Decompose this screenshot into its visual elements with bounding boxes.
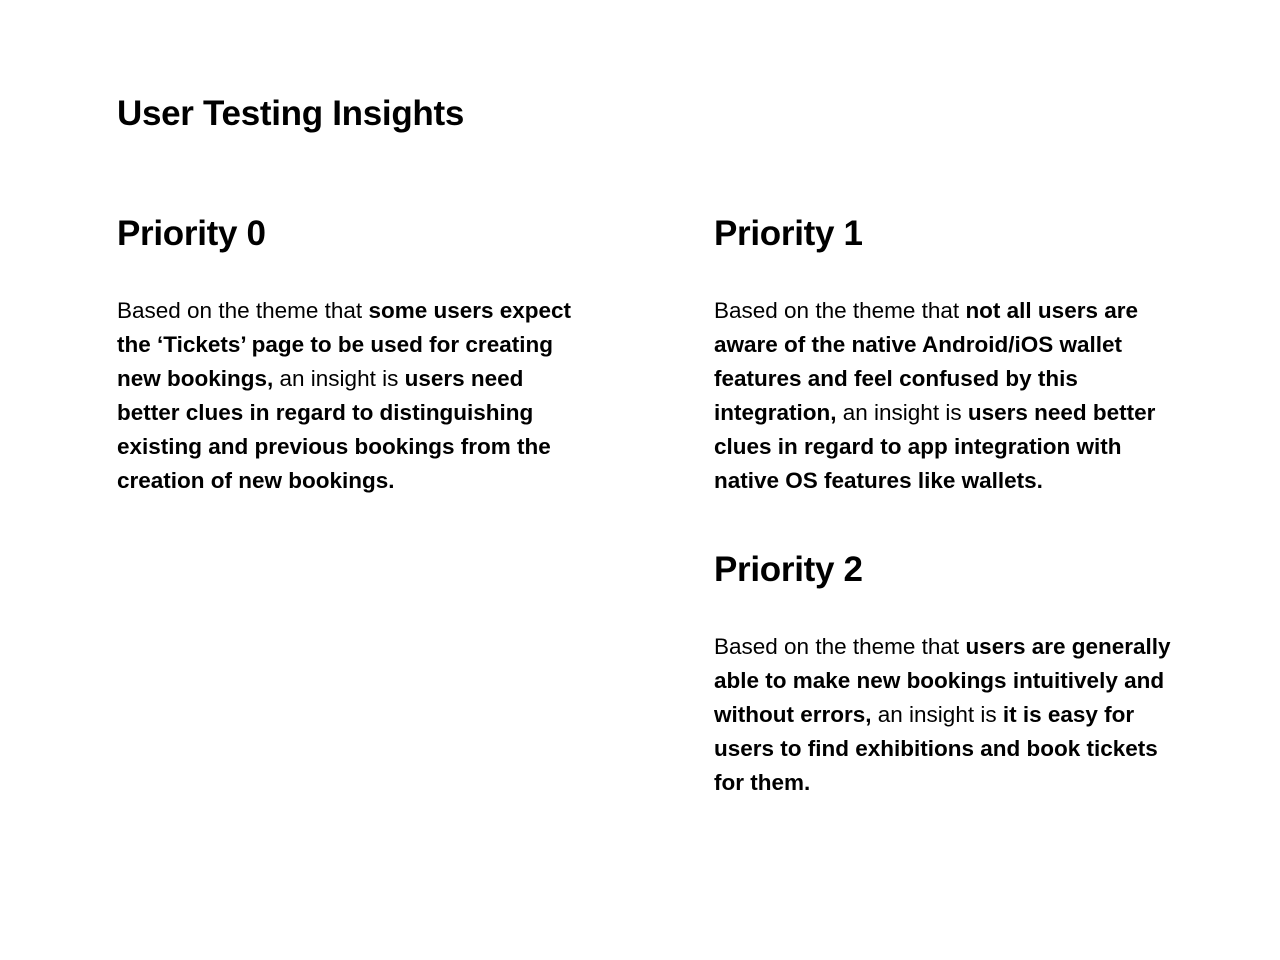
priority-1-insight: users need better clues in regard to app integration with native OS features like wallets. <box>714 400 1156 493</box>
priority-0-text <box>117 294 582 498</box>
priority-0-connector: an insight is <box>273 366 405 391</box>
priority-1-heading: Priority 1 <box>714 214 863 253</box>
priority-2-intro: Based on the theme that <box>714 634 966 659</box>
priority-2-heading: Priority 2 <box>714 550 863 589</box>
priority-2-insight: it is easy for users to find exhibitions and book tickets for them. <box>714 702 1158 795</box>
priority-2-theme: users are generally able to make new bookings intuitively and without errors, <box>714 634 1171 727</box>
page-title: User Testing Insights <box>117 94 464 133</box>
priority-2-section <box>714 548 1179 800</box>
priority-0-heading: Priority 0 <box>117 214 266 253</box>
priority-0-section <box>117 212 582 498</box>
priority-2-text <box>714 630 1179 800</box>
priority-1-text <box>714 294 1179 498</box>
priority-0-insight: users need better clues in regard to distinguishing existing and previous bookings from the creation of new bookings. <box>117 366 551 493</box>
priority-1-intro: Based on the theme that <box>714 298 966 323</box>
priority-1-theme: not all users are aware of the native Android/iOS wallet features and feel confused by this integration, <box>714 298 1139 425</box>
priority-1-section <box>714 212 1179 498</box>
priority-0-intro: Based on the theme that <box>117 298 369 323</box>
priority-0-theme: some users expect the ‘Tickets’ page to be used for creating new bookings, <box>117 298 572 391</box>
priority-1-connector: an insight is <box>836 400 968 425</box>
priority-2-connector: an insight is <box>871 702 1003 727</box>
